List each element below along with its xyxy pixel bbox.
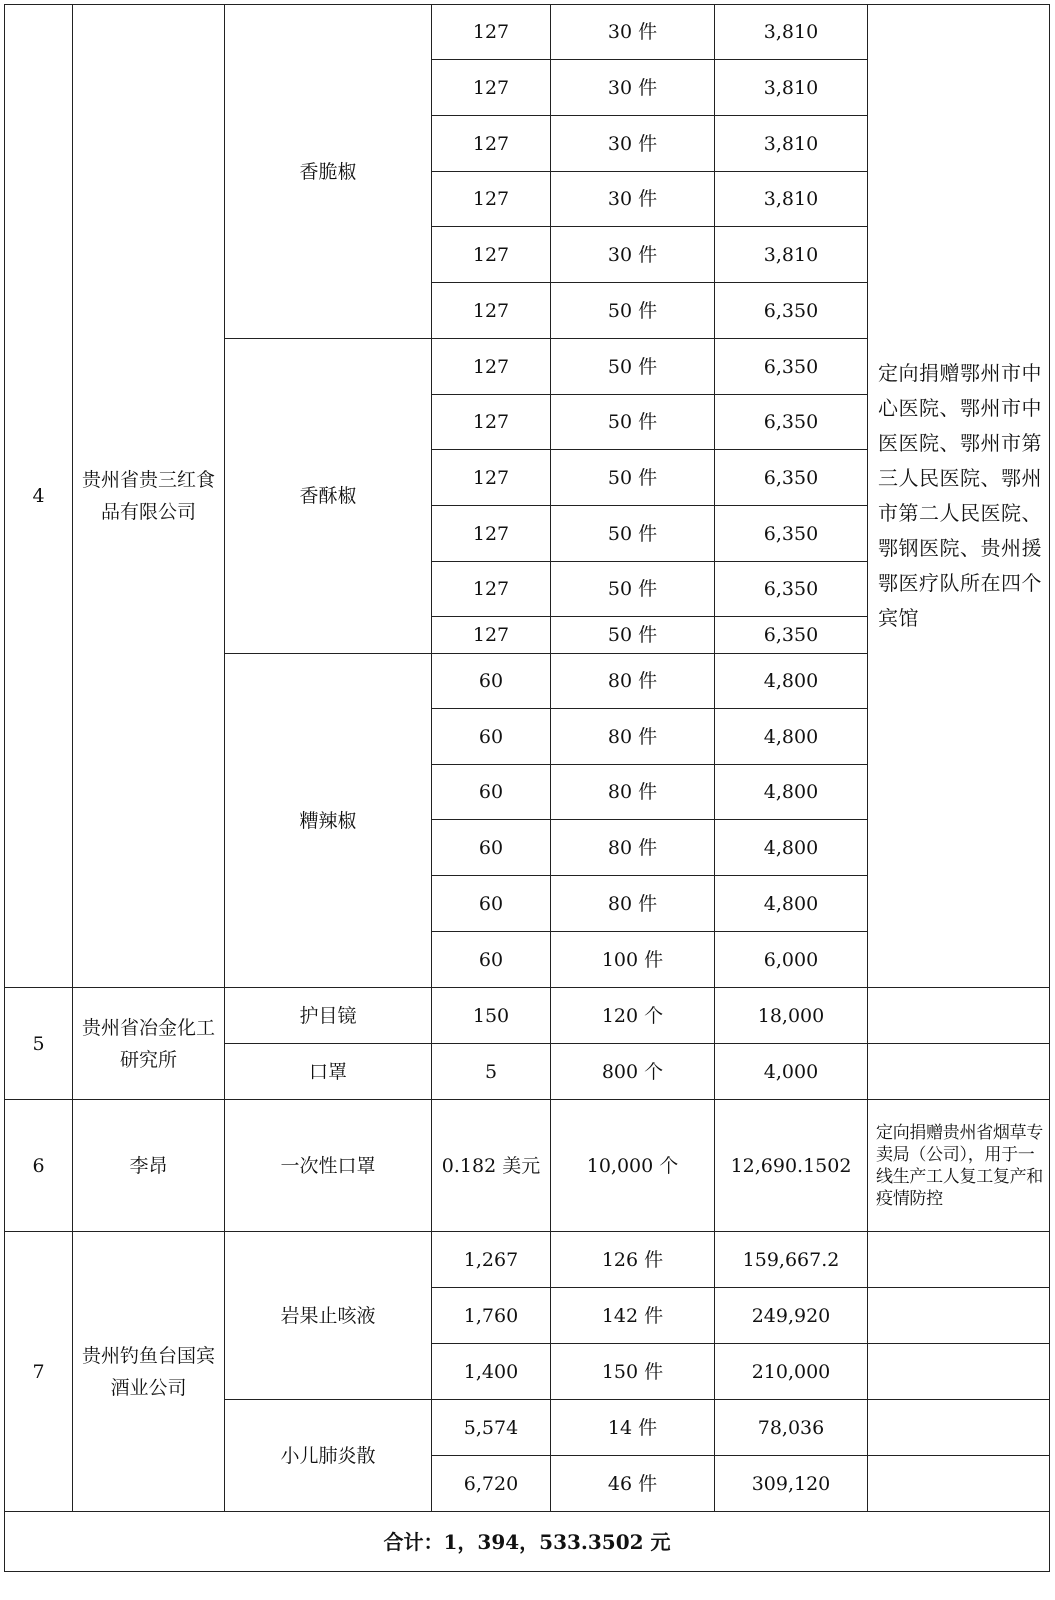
unit-price-cell: 127 — [432, 172, 551, 227]
amount-cell: 309,120 — [715, 1456, 868, 1512]
unit-price-cell: 1,267 — [432, 1232, 551, 1288]
amount-cell: 6,350 — [715, 450, 868, 506]
quantity-cell: 30 件 — [551, 5, 715, 60]
unit-price-cell: 5 — [432, 1044, 551, 1100]
unit-price-cell: 127 — [432, 5, 551, 60]
item-name-cell: 香脆椒 — [225, 5, 432, 339]
amount-cell: 12,690.1502 — [715, 1100, 868, 1232]
quantity-cell: 14 件 — [551, 1400, 715, 1456]
item-name-cell: 香酥椒 — [225, 339, 432, 654]
quantity-cell: 50 件 — [551, 395, 715, 450]
quantity-cell: 80 件 — [551, 765, 715, 820]
unit-price-cell: 60 — [432, 932, 551, 988]
donor-name-cell: 李昂 — [73, 1100, 225, 1232]
amount-cell: 249,920 — [715, 1288, 868, 1344]
remark-cell — [868, 988, 1050, 1044]
donor-name-cell: 贵州钓鱼台国宾酒业公司 — [73, 1232, 225, 1512]
quantity-cell: 80 件 — [551, 709, 715, 765]
item-name-cell: 一次性口罩 — [225, 1100, 432, 1232]
remark-cell — [868, 1044, 1050, 1100]
amount-cell: 18,000 — [715, 988, 868, 1044]
unit-price-cell: 60 — [432, 654, 551, 709]
unit-price-cell: 127 — [432, 450, 551, 506]
quantity-cell: 800 个 — [551, 1044, 715, 1100]
quantity-cell: 50 件 — [551, 450, 715, 506]
unit-price-cell: 0.182 美元 — [432, 1100, 551, 1232]
unit-price-cell: 60 — [432, 765, 551, 820]
quantity-cell: 80 件 — [551, 820, 715, 876]
row-number-cell: 4 — [5, 5, 73, 988]
remark-cell — [868, 1344, 1050, 1400]
unit-price-cell: 127 — [432, 562, 551, 617]
amount-cell: 3,810 — [715, 172, 868, 227]
amount-cell: 4,800 — [715, 709, 868, 765]
row-number-cell: 5 — [5, 988, 73, 1100]
amount-cell: 6,350 — [715, 339, 868, 395]
unit-price-cell: 127 — [432, 227, 551, 283]
unit-price-cell: 127 — [432, 617, 551, 654]
quantity-cell: 150 件 — [551, 1344, 715, 1400]
amount-cell: 78,036 — [715, 1400, 868, 1456]
quantity-cell: 10,000 个 — [551, 1100, 715, 1232]
unit-price-cell: 60 — [432, 709, 551, 765]
item-name-cell: 岩果止咳液 — [225, 1232, 432, 1400]
donor-name-cell: 贵州省冶金化工研究所 — [73, 988, 225, 1100]
unit-price-cell: 5,574 — [432, 1400, 551, 1456]
unit-price-cell: 6,720 — [432, 1456, 551, 1512]
item-name-cell: 护目镜 — [225, 988, 432, 1044]
quantity-cell: 80 件 — [551, 876, 715, 932]
quantity-cell: 50 件 — [551, 506, 715, 562]
table-row — [5, 5, 1050, 60]
amount-cell: 4,800 — [715, 876, 868, 932]
amount-cell: 210,000 — [715, 1344, 868, 1400]
quantity-cell: 120 个 — [551, 988, 715, 1044]
remark-cell — [868, 1400, 1050, 1456]
total-row — [5, 1512, 1050, 1572]
amount-cell: 6,350 — [715, 283, 868, 339]
unit-price-cell: 1,400 — [432, 1344, 551, 1400]
quantity-cell: 30 件 — [551, 227, 715, 283]
remark-cell — [868, 1232, 1050, 1288]
quantity-cell: 50 件 — [551, 562, 715, 617]
unit-price-cell: 127 — [432, 60, 551, 116]
table-row — [5, 1100, 1050, 1232]
quantity-cell: 142 件 — [551, 1288, 715, 1344]
row-number-cell: 6 — [5, 1100, 73, 1232]
amount-cell: 4,800 — [715, 765, 868, 820]
remark-cell — [868, 1288, 1050, 1344]
unit-price-cell: 127 — [432, 395, 551, 450]
amount-cell: 3,810 — [715, 60, 868, 116]
amount-cell: 159,667.2 — [715, 1232, 868, 1288]
amount-cell: 6,350 — [715, 617, 868, 654]
unit-price-cell: 127 — [432, 116, 551, 172]
unit-price-cell: 1,760 — [432, 1288, 551, 1344]
quantity-cell: 46 件 — [551, 1456, 715, 1512]
quantity-cell: 30 件 — [551, 60, 715, 116]
quantity-cell: 50 件 — [551, 339, 715, 395]
unit-price-cell: 127 — [432, 506, 551, 562]
amount-cell: 6,350 — [715, 562, 868, 617]
unit-price-cell: 127 — [432, 339, 551, 395]
table-row — [5, 1232, 1050, 1288]
amount-cell: 6,350 — [715, 506, 868, 562]
item-name-cell: 口罩 — [225, 1044, 432, 1100]
table-row — [5, 988, 1050, 1044]
donor-name-cell: 贵州省贵三红食品有限公司 — [73, 5, 225, 988]
quantity-cell: 30 件 — [551, 116, 715, 172]
quantity-cell: 50 件 — [551, 283, 715, 339]
amount-cell: 4,800 — [715, 820, 868, 876]
amount-cell: 4,000 — [715, 1044, 868, 1100]
unit-price-cell: 60 — [432, 876, 551, 932]
amount-cell: 3,810 — [715, 116, 868, 172]
quantity-cell: 80 件 — [551, 654, 715, 709]
item-name-cell: 小儿肺炎散 — [225, 1400, 432, 1512]
remark-cell: 定向捐赠鄂州市中心医院、鄂州市中医医院、鄂州市第三人民医院、鄂州市第二人民医院、鄂钢医院、贵州援鄂医疗队所在四个宾馆 — [868, 5, 1050, 988]
item-name-cell: 糟辣椒 — [225, 654, 432, 988]
remark-cell — [868, 1456, 1050, 1512]
total-cell: 合计：1，394，533.3502 元 — [5, 1512, 1050, 1572]
remark-cell: 定向捐赠贵州省烟草专卖局（公司），用于一线生产工人复工复产和疫情防控 — [868, 1100, 1050, 1232]
quantity-cell: 126 件 — [551, 1232, 715, 1288]
amount-cell: 3,810 — [715, 5, 868, 60]
amount-cell: 4,800 — [715, 654, 868, 709]
amount-cell: 3,810 — [715, 227, 868, 283]
unit-price-cell: 60 — [432, 820, 551, 876]
amount-cell: 6,350 — [715, 395, 868, 450]
quantity-cell: 100 件 — [551, 932, 715, 988]
donation-table — [4, 4, 1050, 1572]
amount-cell: 6,000 — [715, 932, 868, 988]
quantity-cell: 50 件 — [551, 617, 715, 654]
unit-price-cell: 150 — [432, 988, 551, 1044]
unit-price-cell: 127 — [432, 283, 551, 339]
row-number-cell: 7 — [5, 1232, 73, 1512]
quantity-cell: 30 件 — [551, 172, 715, 227]
